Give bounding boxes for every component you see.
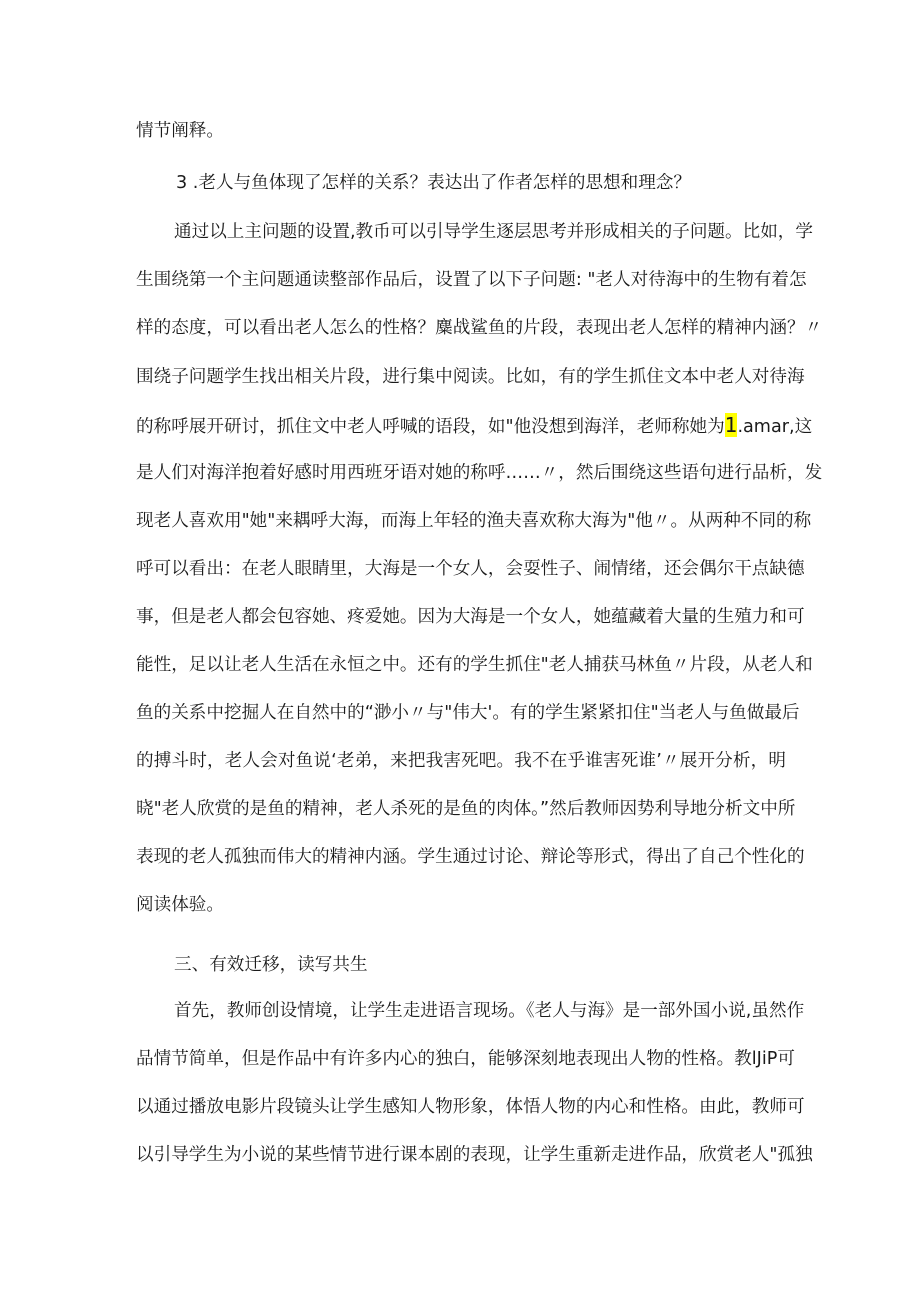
paragraph-line: 是人们对海洋抱着好感时用西班牙语对她的称呼……〃，然后围绕这些语句进行品析，发	[136, 463, 823, 483]
paragraph-line: 以引导学生为小说的某些情节进行课本剧的表现，让学生重新走进作品，欣赏老人"孤独	[136, 1145, 813, 1165]
paragraph-line: 通过以上主问题的设置,教币可以引导学生逐层思考并形成相关的子问题。比如，学	[174, 222, 813, 242]
highlighted-number: 1	[724, 413, 738, 437]
paragraph-line: 表现的老人孤独而伟大的精神内涵。学生通过讨论、辩论等形式，得出了自己个性化的	[136, 847, 805, 867]
paragraph-line: 鱼的关系中挖掘人在自然中的“渺小〃与"伟大'。有的学生紧紧扣住"当老人与鱼做最后	[136, 703, 800, 723]
paragraph-line: 以通过播放电影片段镜头让学生感知人物形象，体悟人物的内心和性格。由此，教师可	[136, 1097, 805, 1117]
paragraph-line: 样的态度，可以看出老人怎么的性格？麋战鲨鱼的片段，表现出老人怎样的精神内涵？〃	[136, 318, 823, 338]
question-heading: 3 .老人与鱼体现了怎样的关系？表达出了作者怎样的思想和理念？	[176, 173, 692, 193]
paragraph-line-with-highlight	[136, 413, 813, 439]
paragraph-line: 能性，足以让老人生活在永恒之中。还有的学生抓住"老人捕获马林鱼〃片段，从老人和	[136, 655, 813, 675]
paragraph-line: 的搏斗时，老人会对鱼说‘老弟，来把我害死吧。我不在乎谁害死谁’〃展开分析，明	[136, 751, 786, 771]
paragraph-line: 首先，教师创设情境，让学生走进语言现场。《老人与海》是一部外国小说,虽然作	[174, 1001, 805, 1021]
paragraph-line: 现老人喜欢用"她"来耦呼大海，而海上年轻的渔夫喜欢称大海为"他〃。从两种不同的称	[136, 511, 812, 531]
line-text: 的称呼展开研讨，抓住文中老人呼喊的语段，如"他没想到海洋，老师称她为	[136, 417, 725, 437]
paragraph-line: 围绕子问题学生找出相关片段，进行集中阅读。比如，有的学生抓住文本中老人对待海	[136, 367, 805, 387]
paragraph-line: 阅读体验。	[136, 895, 224, 915]
section-heading: 三、有效迁移，读写共生	[174, 955, 368, 975]
paragraph-line: 生围绕第一个主问题通读整部作品后，设置了以下子问题: "老人对待海中的生物有着怎	[136, 270, 807, 290]
paragraph-line: 情节阐释。	[136, 121, 224, 141]
paragraph-line: 呼可以看出：在老人眼睛里，大海是一个女人，会耍性子、闹情绪，还会偶尔干点缺德	[136, 559, 805, 579]
paragraph-line: 品情节简单，但是作品中有许多内心的独白，能够深刻地表现出人物的性格。教lJiP可	[136, 1049, 795, 1069]
highlighted-word: .amar,	[737, 417, 795, 437]
line-text-end: 这	[794, 417, 813, 437]
paragraph-line: 晓"老人欣赏的是鱼的精神，老人杀死的是鱼的肉体。”然后教师因势利导地分析文中所	[136, 799, 796, 819]
paragraph-line: 事，但是老人都会包容她、疼爱她。因为大海是一个女人，她蕴藏着大量的生殖力和可	[136, 607, 805, 627]
